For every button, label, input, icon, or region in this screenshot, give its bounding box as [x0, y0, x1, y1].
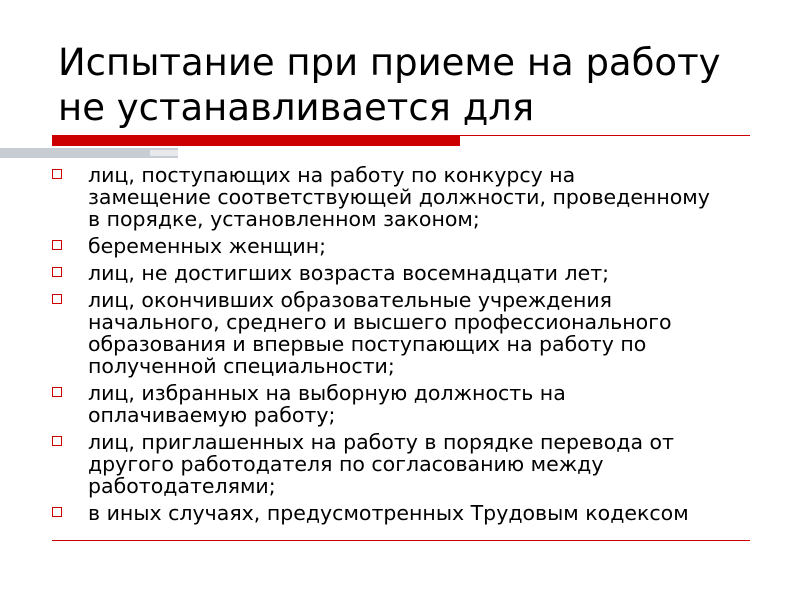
bullet-item — [50, 289, 780, 377]
bullet-text-line: лиц, окончивших образовательные учреждения — [88, 288, 613, 312]
bullet-text-line: в иных случаях, предусмотренных Трудовым кодексом — [88, 501, 689, 525]
hollow-square-icon — [52, 436, 62, 446]
bullet-text-line: работодателями; — [88, 474, 276, 498]
bullet-text-line: замещение соответствующей должности, проведенному — [88, 185, 710, 209]
bullet-text-line: в порядке, установленном законом; — [88, 207, 480, 231]
bullet-item — [50, 502, 780, 524]
bullet-item — [50, 262, 780, 284]
title-underline-red-bar — [52, 136, 460, 146]
bullet-text-line: лиц, поступающих на работу по конкурсу на — [88, 163, 576, 187]
hollow-square-icon — [52, 387, 62, 397]
bullet-text-line: лиц, приглашенных на работу в порядке перевода от — [88, 430, 675, 454]
hollow-square-icon — [52, 294, 62, 304]
bullet-text-line: оплачиваемую работу; — [88, 403, 336, 427]
hollow-square-icon — [52, 169, 62, 179]
slide-title — [58, 40, 778, 130]
bullet-item — [50, 431, 780, 497]
hollow-square-icon — [52, 267, 62, 277]
bullet-text-line: лиц, не достигших возраста восемнадцати лет; — [88, 261, 610, 285]
footer-divider-line — [52, 540, 750, 541]
bullet-text-line: другого работодателя по согласованию между — [88, 452, 604, 476]
bullet-text-line: полученной специальности; — [88, 354, 395, 378]
hollow-square-icon — [52, 240, 62, 250]
slide-title-line-1: Испытание при приеме на работу — [58, 41, 721, 84]
bullet-item — [50, 382, 780, 426]
hollow-square-icon — [52, 507, 62, 517]
bullet-list — [50, 164, 780, 529]
bullet-text-line: начального, среднего и высшего профессионального — [88, 310, 672, 334]
bullet-item — [50, 164, 780, 230]
slide-title-line-2: не устанавливается для — [58, 86, 535, 129]
bullet-text-line: беременных женщин; — [88, 234, 327, 258]
decorative-gray-bar-highlight — [150, 150, 178, 156]
bullet-text-line: лиц, избранных на выборную должность на — [88, 381, 566, 405]
bullet-text-line: образования и впервые поступающих на работу по — [88, 332, 647, 356]
bullet-item — [50, 235, 780, 257]
